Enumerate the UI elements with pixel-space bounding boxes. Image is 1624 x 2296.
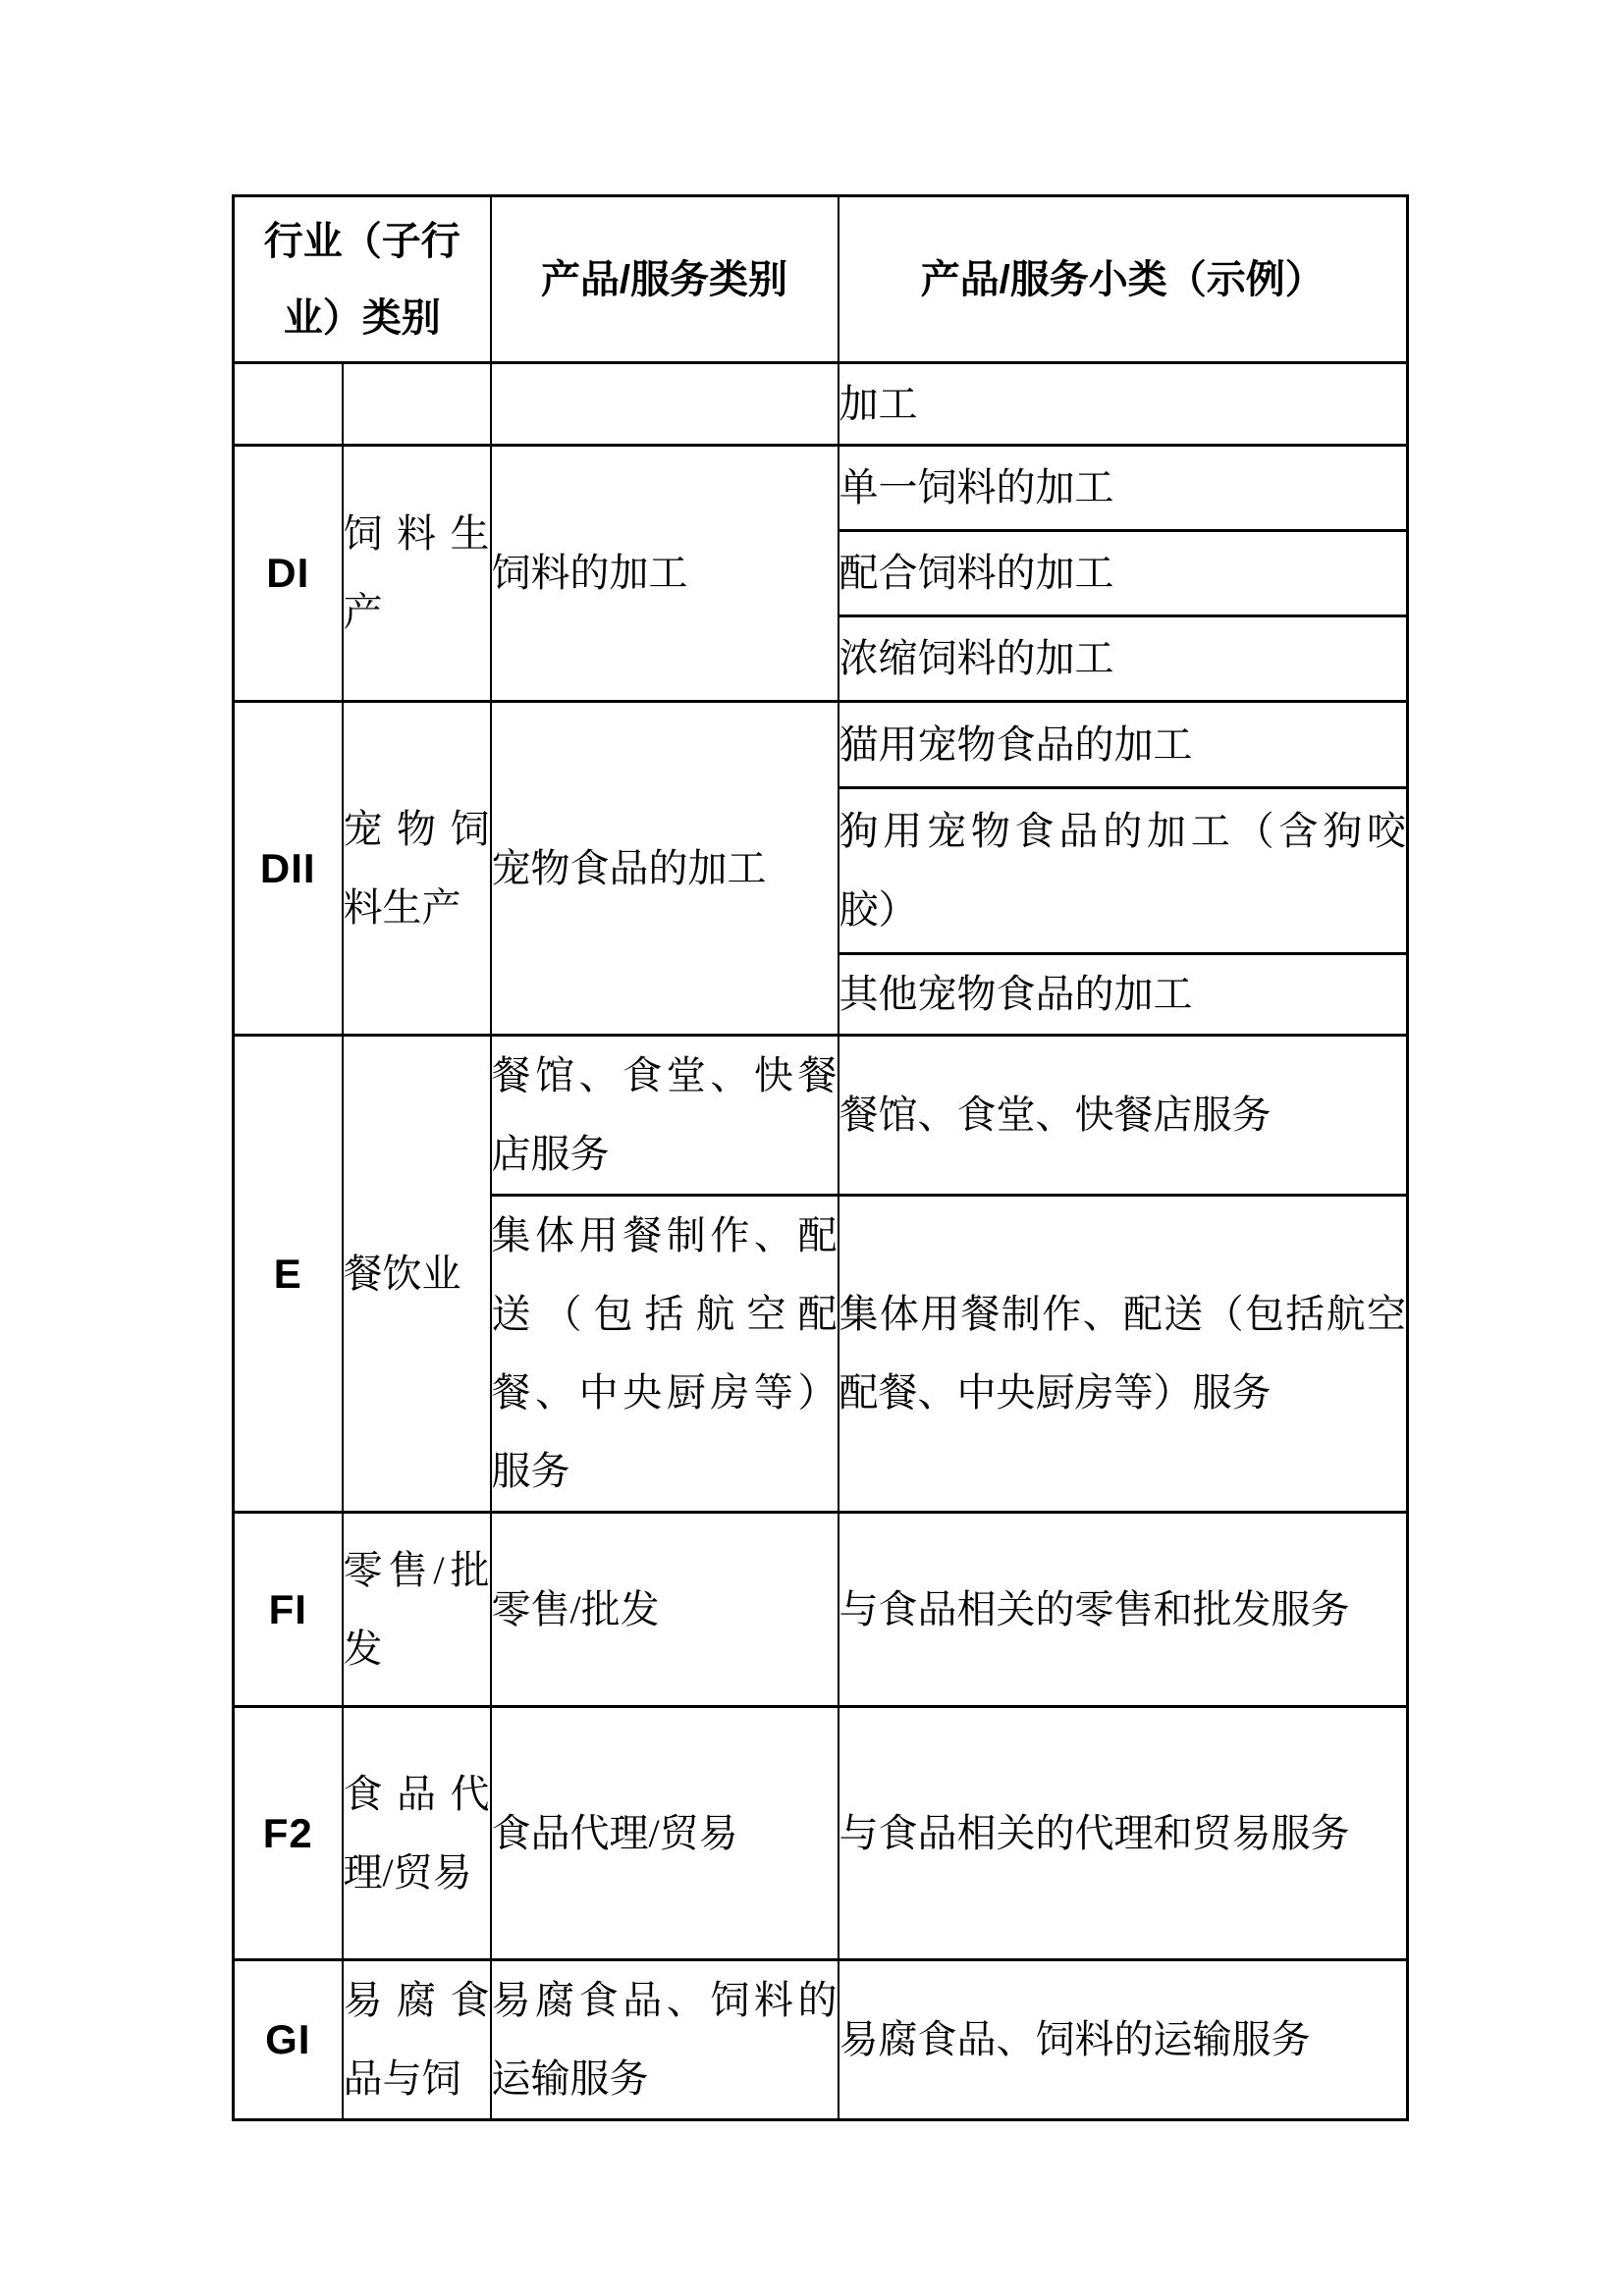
subcategory-cell-fi: 与食品相关的零售和批发服务 — [839, 1513, 1408, 1707]
table-row-continuation — [234, 363, 1408, 446]
industry-product-service-table — [232, 194, 1409, 2121]
subcategory-cell-dii-1: 猫用宠物食品的加工 — [839, 702, 1408, 788]
name-cell-f2: 食品代理/贸易 — [343, 1707, 491, 1960]
category-cell-e-1: 餐馆、食堂、快餐店服务 — [491, 1036, 839, 1196]
table-row-di-1 — [234, 446, 1408, 531]
header-product-service-category: 产品/服务类别 — [491, 196, 839, 363]
code-cell-fi: FI — [234, 1513, 343, 1707]
name-cell-e: 餐饮业 — [343, 1036, 491, 1513]
category-cell-dii: 宠物食品的加工 — [491, 702, 839, 1036]
code-cell-di: DI — [234, 446, 343, 702]
code-cell-dii: DII — [234, 702, 343, 1036]
table-row-f2 — [234, 1707, 1408, 1960]
name-cell-gi: 易腐食品与饲 — [343, 1960, 491, 2120]
subcategory-cell-f2: 与食品相关的代理和贸易服务 — [839, 1707, 1408, 1960]
category-cell-e-2: 集体用餐制作、配送（包括航空配餐、中央厨房等）服务 — [491, 1196, 839, 1513]
name-cell-di: 饲料生产 — [343, 446, 491, 702]
table-row-dii-1 — [234, 702, 1408, 788]
name-cell-dii: 宠物饲料生产 — [343, 702, 491, 1036]
code-cell-empty — [234, 363, 343, 446]
code-cell-e: E — [234, 1036, 343, 1513]
category-cell-f2: 食品代理/贸易 — [491, 1707, 839, 1960]
category-cell-gi: 易腐食品、饲料的运输服务 — [491, 1960, 839, 2120]
category-cell-di: 饲料的加工 — [491, 446, 839, 702]
table-row-gi — [234, 1960, 1408, 2120]
subcategory-cell-e-2: 集体用餐制作、配送（包括航空配餐、中央厨房等）服务 — [839, 1196, 1408, 1513]
category-cell-fi: 零售/批发 — [491, 1513, 839, 1707]
subcategory-cell-jiagong: 加工 — [839, 363, 1408, 446]
table-header-row — [234, 196, 1408, 363]
table-row-e-1 — [234, 1036, 1408, 1196]
subcategory-cell-e-1: 餐馆、食堂、快餐店服务 — [839, 1036, 1408, 1196]
subcategory-cell-di-1: 单一饲料的加工 — [839, 446, 1408, 531]
header-product-service-subcategory: 产品/服务小类（示例） — [839, 196, 1408, 363]
name-cell-empty — [343, 363, 491, 446]
category-cell-empty — [491, 363, 839, 446]
code-cell-f2: F2 — [234, 1707, 343, 1960]
subcategory-cell-dii-2: 狗用宠物食品的加工（含狗咬胶） — [839, 788, 1408, 954]
table-row-fi — [234, 1513, 1408, 1707]
name-cell-fi: 零售/批发 — [343, 1513, 491, 1707]
subcategory-cell-dii-3: 其他宠物食品的加工 — [839, 954, 1408, 1036]
subcategory-cell-di-3: 浓缩饲料的加工 — [839, 616, 1408, 702]
subcategory-cell-gi: 易腐食品、饲料的运输服务 — [839, 1960, 1408, 2120]
subcategory-cell-di-2: 配合饲料的加工 — [839, 531, 1408, 616]
code-cell-gi: GI — [234, 1960, 343, 2120]
header-industry-category: 行业（子行业）类别 — [234, 196, 491, 363]
